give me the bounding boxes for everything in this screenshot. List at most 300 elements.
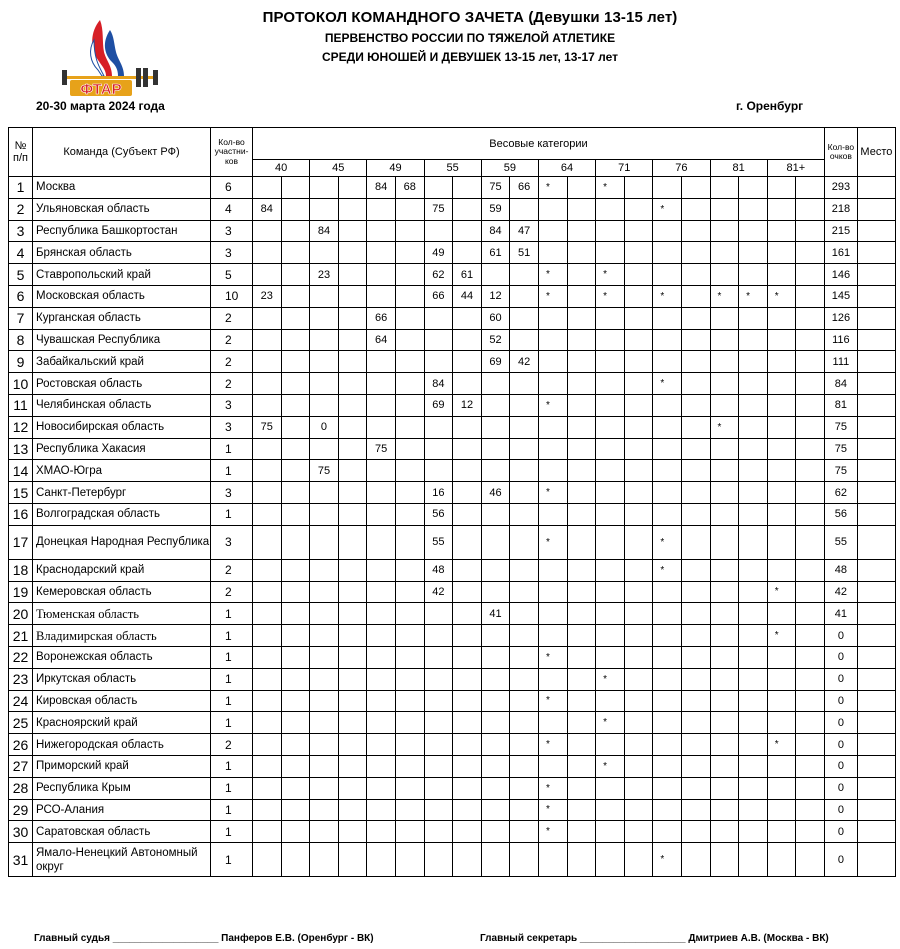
weight-cell <box>453 581 482 603</box>
weight-cell <box>538 503 567 525</box>
weight-cell <box>395 625 424 647</box>
row-number: 23 <box>9 668 33 690</box>
weight-cell <box>538 351 567 373</box>
weight-cell <box>367 843 396 877</box>
weight-cell <box>739 843 768 877</box>
weight-cell <box>624 416 653 438</box>
weight-cell <box>624 394 653 416</box>
team-name: Ростовская область <box>33 373 211 395</box>
weight-cell: * <box>538 264 567 286</box>
weight-cell: * <box>538 734 567 756</box>
participant-count: 1 <box>211 503 253 525</box>
team-points: 0 <box>824 843 857 877</box>
team-name: Республика Крым <box>33 777 211 799</box>
weight-cell <box>338 777 367 799</box>
weight-cell: 69 <box>424 394 453 416</box>
weight-cell <box>510 394 539 416</box>
weight-cell: 66 <box>510 177 539 199</box>
weight-cell <box>681 482 710 504</box>
row-number: 28 <box>9 777 33 799</box>
weight-cell <box>796 712 825 734</box>
weight-cell <box>681 198 710 220</box>
weight-cell: * <box>653 843 682 877</box>
weight-cell <box>796 307 825 329</box>
weight-cell <box>310 690 339 712</box>
team-name: Новосибирская область <box>33 416 211 438</box>
weight-cell <box>767 646 796 668</box>
table-row <box>9 525 896 559</box>
weight-cell <box>596 799 625 821</box>
participant-count: 2 <box>211 734 253 756</box>
participant-count: 3 <box>211 394 253 416</box>
weight-cell <box>624 799 653 821</box>
table-row <box>9 646 896 668</box>
logo-text: ФТАР <box>80 81 122 98</box>
row-number: 7 <box>9 307 33 329</box>
weight-cell <box>481 625 510 647</box>
weight-cell: 59 <box>481 198 510 220</box>
weight-cell <box>510 559 539 581</box>
weight-cell <box>253 668 282 690</box>
weight-cell <box>367 799 396 821</box>
weight-cell <box>424 712 453 734</box>
weight-cell <box>710 646 739 668</box>
weight-cell: 75 <box>367 438 396 460</box>
weight-cell <box>681 668 710 690</box>
weight-cell <box>767 394 796 416</box>
table-row <box>9 460 896 482</box>
weight-cell: 84 <box>310 220 339 242</box>
weight-cell <box>653 603 682 625</box>
weight-cell <box>281 581 310 603</box>
weight-cell <box>338 482 367 504</box>
weight-cell <box>796 373 825 395</box>
weight-cell <box>281 482 310 504</box>
weight-cell <box>424 416 453 438</box>
weight-cell <box>510 843 539 877</box>
weight-cell <box>453 559 482 581</box>
weight-cell <box>424 755 453 777</box>
weight-cell <box>567 843 596 877</box>
row-number: 20 <box>9 603 33 625</box>
weight-cell: * <box>538 646 567 668</box>
team-place <box>857 646 895 668</box>
weight-cell: 0 <box>310 416 339 438</box>
team-name: Волгоградская область <box>33 503 211 525</box>
weight-cell <box>567 821 596 843</box>
weight-cell <box>538 198 567 220</box>
team-name: Краснодарский край <box>33 559 211 581</box>
weight-cell <box>338 821 367 843</box>
weight-cell <box>510 373 539 395</box>
weight-cell <box>796 285 825 307</box>
table-row <box>9 755 896 777</box>
weight-cell <box>395 799 424 821</box>
team-points: 41 <box>824 603 857 625</box>
row-number: 17 <box>9 525 33 559</box>
participant-count: 1 <box>211 625 253 647</box>
weight-cell <box>681 712 710 734</box>
weight-cell <box>481 394 510 416</box>
weight-cell <box>510 603 539 625</box>
weight-cell <box>481 373 510 395</box>
team-points: 56 <box>824 503 857 525</box>
weight-category-header: 55 <box>424 160 481 177</box>
team-name: Воронежская область <box>33 646 211 668</box>
weight-cell <box>739 351 768 373</box>
weight-cell <box>739 264 768 286</box>
weight-cell <box>424 777 453 799</box>
weight-cell <box>424 690 453 712</box>
weight-cell <box>739 755 768 777</box>
weight-cell: * <box>538 177 567 199</box>
team-name: Московская область <box>33 285 211 307</box>
weight-cell <box>310 525 339 559</box>
weight-cell <box>395 525 424 559</box>
weight-cell <box>767 843 796 877</box>
table-row <box>9 438 896 460</box>
weight-cell <box>681 799 710 821</box>
weight-cell <box>796 646 825 668</box>
weight-cell <box>481 799 510 821</box>
weight-cell: * <box>538 821 567 843</box>
weight-cell <box>310 755 339 777</box>
weight-cell: 48 <box>424 559 453 581</box>
weight-cell <box>739 646 768 668</box>
team-place <box>857 285 895 307</box>
weight-cell <box>739 438 768 460</box>
weight-cell <box>653 690 682 712</box>
weight-cell <box>681 581 710 603</box>
weight-cell <box>310 668 339 690</box>
weight-cell <box>567 503 596 525</box>
weight-cell: 60 <box>481 307 510 329</box>
weight-cell <box>653 482 682 504</box>
weight-cell <box>453 460 482 482</box>
team-place <box>857 734 895 756</box>
weight-cell <box>681 373 710 395</box>
weight-cell <box>624 646 653 668</box>
team-points: 293 <box>824 177 857 199</box>
weight-cell <box>767 777 796 799</box>
weight-cell <box>653 177 682 199</box>
weight-cell <box>567 482 596 504</box>
row-number: 11 <box>9 394 33 416</box>
participant-count: 3 <box>211 525 253 559</box>
weight-cell: 75 <box>310 460 339 482</box>
weight-cell <box>739 177 768 199</box>
weight-cell <box>281 307 310 329</box>
weight-cell <box>624 690 653 712</box>
team-points: 81 <box>824 394 857 416</box>
weight-cell <box>681 438 710 460</box>
weight-cell <box>538 242 567 264</box>
weight-cell <box>710 177 739 199</box>
team-name: Челябинская область <box>33 394 211 416</box>
weight-cell <box>367 525 396 559</box>
participant-count: 5 <box>211 264 253 286</box>
table-row <box>9 734 896 756</box>
weight-cell <box>767 799 796 821</box>
weight-cell <box>739 799 768 821</box>
weight-cell <box>481 755 510 777</box>
participant-count: 1 <box>211 755 253 777</box>
weight-cell <box>624 177 653 199</box>
weight-cell <box>310 646 339 668</box>
weight-cell <box>796 329 825 351</box>
weight-cell <box>624 559 653 581</box>
weight-cell <box>739 242 768 264</box>
weight-cell <box>481 438 510 460</box>
col-points-header: Кол-во очков <box>824 128 857 177</box>
weight-cell <box>338 285 367 307</box>
weight-cell: 12 <box>481 285 510 307</box>
weight-cell <box>510 799 539 821</box>
weight-cell: * <box>710 416 739 438</box>
weight-cell <box>338 734 367 756</box>
weight-cell <box>453 625 482 647</box>
weight-cell <box>338 668 367 690</box>
weight-cell <box>596 690 625 712</box>
weight-cell <box>453 603 482 625</box>
weight-cell <box>596 220 625 242</box>
event-city: г. Оренбург <box>736 99 804 113</box>
weight-cell <box>481 668 510 690</box>
team-points: 0 <box>824 646 857 668</box>
weight-cell <box>653 438 682 460</box>
weight-cell: 23 <box>253 285 282 307</box>
weight-cell <box>367 625 396 647</box>
weight-cell <box>596 777 625 799</box>
weight-cell <box>710 394 739 416</box>
weight-cell: * <box>538 777 567 799</box>
weight-cell <box>310 438 339 460</box>
weight-cell <box>453 503 482 525</box>
weight-cell <box>253 329 282 351</box>
team-place <box>857 525 895 559</box>
weight-cell <box>710 242 739 264</box>
weight-cell <box>681 734 710 756</box>
weight-cell <box>395 307 424 329</box>
weight-cell <box>681 503 710 525</box>
weight-cell <box>624 460 653 482</box>
team-name: Донецкая Народная Республика <box>33 525 211 559</box>
weight-cell <box>510 285 539 307</box>
weight-cell <box>453 177 482 199</box>
weight-cell <box>767 712 796 734</box>
table-row <box>9 821 896 843</box>
weight-cell <box>710 603 739 625</box>
weight-cell <box>767 198 796 220</box>
weight-cell <box>624 581 653 603</box>
weight-cell <box>424 668 453 690</box>
weight-cell <box>395 503 424 525</box>
ftar-logo <box>60 10 160 98</box>
weight-cell <box>281 460 310 482</box>
weight-cell <box>367 285 396 307</box>
weight-cell <box>710 503 739 525</box>
weight-cell <box>767 220 796 242</box>
weight-cell <box>281 712 310 734</box>
weight-cell <box>596 625 625 647</box>
weight-category-header: 71 <box>596 160 653 177</box>
weight-cell <box>567 438 596 460</box>
team-points: 0 <box>824 821 857 843</box>
header <box>190 9 750 64</box>
team-points: 48 <box>824 559 857 581</box>
weight-cell <box>395 438 424 460</box>
weight-cell <box>710 220 739 242</box>
weight-cell <box>739 220 768 242</box>
weight-cell <box>710 755 739 777</box>
team-place <box>857 351 895 373</box>
weight-cell: 61 <box>481 242 510 264</box>
weight-cell: 66 <box>424 285 453 307</box>
weight-cell <box>310 734 339 756</box>
weight-cell <box>253 559 282 581</box>
weight-cell <box>567 177 596 199</box>
weight-cell <box>767 242 796 264</box>
participant-count: 1 <box>211 603 253 625</box>
weight-cell <box>567 307 596 329</box>
team-points: 55 <box>824 525 857 559</box>
weight-cell <box>567 242 596 264</box>
col-team-header: Команда (Субъект РФ) <box>33 128 211 177</box>
event-date: 20-30 марта 2024 года <box>36 99 165 113</box>
weight-cell <box>567 734 596 756</box>
weight-cell <box>510 646 539 668</box>
weight-cell <box>681 821 710 843</box>
weight-cell <box>481 646 510 668</box>
weight-cell <box>395 329 424 351</box>
weight-cell <box>710 438 739 460</box>
team-name: ХМАО-Югра <box>33 460 211 482</box>
weight-cell <box>253 821 282 843</box>
weight-cell <box>653 799 682 821</box>
weight-cell <box>538 625 567 647</box>
weight-cell <box>510 198 539 220</box>
table-row <box>9 777 896 799</box>
weight-cell <box>338 198 367 220</box>
weight-cell <box>281 525 310 559</box>
weight-cell <box>395 777 424 799</box>
weight-cell <box>767 525 796 559</box>
weight-cell <box>453 646 482 668</box>
row-number: 19 <box>9 581 33 603</box>
weight-cell <box>310 198 339 220</box>
row-number: 10 <box>9 373 33 395</box>
weight-cell: 84 <box>253 198 282 220</box>
weight-cell <box>739 625 768 647</box>
weight-cell <box>739 777 768 799</box>
participant-count: 1 <box>211 646 253 668</box>
weight-cell <box>596 394 625 416</box>
team-points: 145 <box>824 285 857 307</box>
weight-cell <box>710 799 739 821</box>
table-row <box>9 581 896 603</box>
weight-cell <box>538 668 567 690</box>
weight-cell <box>395 198 424 220</box>
row-number: 6 <box>9 285 33 307</box>
weight-cell <box>281 416 310 438</box>
weight-cell <box>253 242 282 264</box>
team-place <box>857 668 895 690</box>
weight-cell <box>510 755 539 777</box>
weight-cell <box>624 603 653 625</box>
weight-cell <box>567 755 596 777</box>
weight-cell <box>253 503 282 525</box>
weight-cell <box>253 525 282 559</box>
weight-cell: * <box>596 712 625 734</box>
team-place <box>857 625 895 647</box>
weight-cell <box>424 177 453 199</box>
weight-cell <box>596 460 625 482</box>
weight-cell <box>538 712 567 734</box>
weight-cell <box>796 777 825 799</box>
weight-cell <box>596 503 625 525</box>
chief-judge-signature: Главный судья ___________________ Панферов Е.В. (Оренбург - ВК) <box>34 933 374 944</box>
weight-cell <box>281 777 310 799</box>
weight-cell <box>767 329 796 351</box>
team-points: 0 <box>824 799 857 821</box>
team-place <box>857 177 895 199</box>
team-points: 0 <box>824 777 857 799</box>
weight-cell: 75 <box>481 177 510 199</box>
table-row <box>9 416 896 438</box>
weight-cell <box>253 264 282 286</box>
weight-cell: 46 <box>481 482 510 504</box>
weight-cell <box>281 603 310 625</box>
table-row <box>9 625 896 647</box>
weight-cell <box>767 668 796 690</box>
weight-cell <box>596 559 625 581</box>
team-name: Чувашская Республика <box>33 329 211 351</box>
weight-cell <box>310 285 339 307</box>
weight-cell <box>281 843 310 877</box>
weight-cell <box>338 242 367 264</box>
weight-cell <box>424 625 453 647</box>
weight-cell <box>338 646 367 668</box>
weight-cell <box>681 307 710 329</box>
weight-cell <box>538 438 567 460</box>
team-points: 42 <box>824 581 857 603</box>
weight-cell <box>424 821 453 843</box>
weight-cell <box>681 625 710 647</box>
weight-cell <box>367 503 396 525</box>
weight-cell: * <box>653 373 682 395</box>
weight-cell <box>395 734 424 756</box>
weight-cell <box>367 777 396 799</box>
weight-cell <box>281 734 310 756</box>
weight-cell <box>596 438 625 460</box>
weight-cell: * <box>767 285 796 307</box>
weight-cell <box>453 220 482 242</box>
team-name: Кировская область <box>33 690 211 712</box>
weight-cell <box>367 690 396 712</box>
team-place <box>857 220 895 242</box>
weight-cell <box>596 329 625 351</box>
weight-cell <box>681 264 710 286</box>
team-name: Кемеровская область <box>33 581 211 603</box>
table-row <box>9 351 896 373</box>
weight-cell <box>567 625 596 647</box>
weight-cell <box>624 438 653 460</box>
weight-cell <box>653 777 682 799</box>
weight-cell <box>767 503 796 525</box>
weight-cell <box>567 525 596 559</box>
weight-cell <box>395 482 424 504</box>
table-row <box>9 373 896 395</box>
